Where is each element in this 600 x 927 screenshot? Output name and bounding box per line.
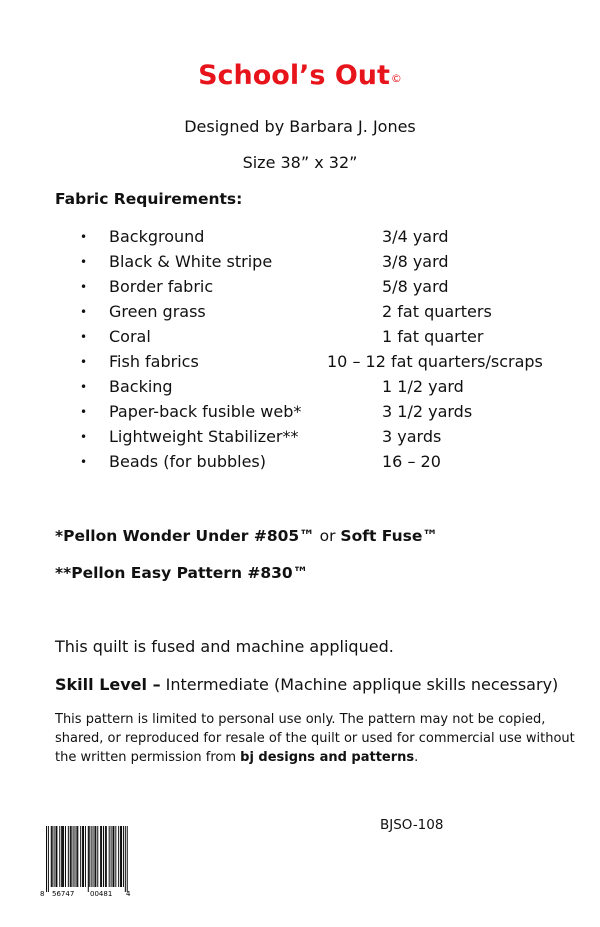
barcode-digits-right: 00481 — [90, 890, 113, 898]
barcode-bar — [85, 826, 86, 887]
barcode-bar — [95, 826, 96, 887]
copyright-symbol: © — [390, 72, 402, 85]
skill-level — [55, 675, 558, 694]
fabric-amount: 3 yards — [382, 427, 442, 446]
pellon-note-stabilizer: **Pellon Easy Pattern #830™ — [55, 564, 309, 582]
barcode-bar — [54, 826, 55, 887]
bullet-icon: • — [80, 355, 88, 369]
pellon-product-1: *Pellon Wonder Under #805™ — [55, 527, 315, 545]
barcode-bar — [118, 826, 119, 887]
barcode-bar — [127, 826, 128, 892]
designer-credit: Designed by Barbara J. Jones — [184, 117, 416, 136]
pellon-note-fusible — [55, 527, 438, 545]
barcode-bar — [94, 826, 95, 887]
fabric-amount: 1 fat quarter — [382, 327, 484, 346]
fabric-item: Coral — [109, 327, 151, 346]
barcode-bar — [51, 826, 52, 887]
pattern-title: School’s Out© — [198, 60, 402, 91]
fabric-row — [80, 276, 560, 301]
barcode-bar — [121, 826, 122, 887]
bullet-icon: • — [80, 305, 88, 319]
bullet-icon: • — [80, 280, 88, 294]
barcode-bar — [113, 826, 114, 887]
barcode-bar — [56, 826, 57, 887]
barcode-bar — [89, 826, 90, 887]
fabric-amount: 10 – 12 fat quarters/scraps — [327, 352, 543, 371]
barcode-bar — [76, 826, 77, 887]
bullet-icon: • — [80, 430, 88, 444]
barcode-bar — [61, 826, 62, 887]
fabric-row — [80, 426, 560, 451]
skill-level-value: Intermediate (Machine applique skills necessary) — [165, 675, 559, 694]
barcode-digit-last: 4 — [126, 890, 131, 898]
barcode-bar — [125, 826, 126, 892]
fabric-amount: 3/8 yard — [382, 252, 449, 271]
fabric-row — [80, 326, 560, 351]
barcode-icon — [40, 826, 132, 898]
fabric-amount: 1 1/2 yard — [382, 377, 464, 396]
construction-note: This quilt is fused and machine appliqued. — [55, 637, 394, 656]
barcode-bar — [77, 826, 78, 887]
barcode-bar — [52, 826, 53, 887]
barcode-bar — [93, 826, 94, 887]
bullet-icon: • — [80, 380, 88, 394]
barcode-bar — [71, 826, 72, 887]
barcode-bar — [106, 826, 107, 887]
fabric-item: Background — [109, 227, 205, 246]
bullet-icon: • — [80, 330, 88, 344]
barcode-digits-left: 56747 — [52, 890, 75, 898]
barcode-bar — [65, 826, 66, 887]
fabric-item: Beads (for bubbles) — [109, 452, 267, 471]
barcode-bar — [82, 826, 83, 887]
barcode-bar — [115, 826, 116, 887]
barcode-bar — [120, 826, 121, 887]
barcode-bar — [75, 826, 76, 887]
usage-disclaimer — [55, 710, 575, 767]
barcode-bar — [88, 826, 89, 892]
barcode-bar — [83, 826, 84, 887]
barcode-digit-first: 8 — [40, 890, 45, 898]
barcode-bar — [70, 826, 71, 887]
barcode-bar — [62, 826, 63, 887]
barcode-bar — [113, 826, 114, 887]
bullet-icon: • — [80, 455, 88, 469]
pellon-product-2: Soft Fuse™ — [340, 527, 438, 545]
barcode-bar — [56, 826, 57, 887]
disclaimer-text: This pattern is limited to personal use only. The pattern may not be copied, shared, or reproduced for resale of the quilt or used for commercial use without the written permission from — [55, 712, 575, 765]
barcode-bar — [68, 826, 69, 887]
barcode-bar — [91, 826, 92, 887]
disclaimer-end: . — [414, 750, 419, 765]
fabric-row — [80, 351, 560, 376]
fabric-item: Green grass — [109, 302, 206, 321]
skill-level-label: Skill Level – — [55, 675, 161, 694]
company-name: bj designs and patterns — [240, 750, 415, 765]
fabric-amount: 3/4 yard — [382, 227, 449, 246]
fabric-amount: 16 – 20 — [382, 452, 441, 471]
fabric-amount: 5/8 yard — [382, 277, 449, 296]
bullet-icon: • — [80, 405, 88, 419]
fabric-row — [80, 376, 560, 401]
pellon-connector: or — [319, 527, 336, 545]
fabric-row — [80, 401, 560, 426]
fabric-item: Paper-back fusible web* — [109, 402, 302, 421]
bullet-icon: • — [80, 230, 88, 244]
bullet-icon: • — [80, 255, 88, 269]
barcode-bar — [63, 826, 64, 887]
barcode-bar — [111, 826, 112, 887]
fabric-item: Border fabric — [109, 277, 214, 296]
barcode-bar — [59, 826, 60, 887]
fabric-row — [80, 301, 560, 326]
barcode-bar — [103, 826, 104, 887]
barcode-bar — [97, 826, 98, 887]
quilt-size: Size 38” x 32” — [242, 153, 358, 172]
barcode-bar — [105, 826, 106, 887]
fabric-item: Fish fabrics — [109, 352, 199, 371]
barcode-bar — [101, 826, 102, 887]
fabric-row — [80, 251, 560, 276]
fabric-row — [80, 451, 560, 476]
barcode-bar — [123, 826, 124, 887]
barcode-bar — [100, 826, 101, 887]
fabric-row — [80, 226, 560, 251]
barcode-bar — [109, 826, 110, 887]
fabric-amount: 2 fat quarters — [382, 302, 492, 321]
barcode-bar — [73, 826, 74, 887]
fabric-item: Backing — [109, 377, 173, 396]
fabric-item: Black & White stripe — [109, 252, 273, 271]
barcode-bar — [46, 826, 47, 892]
barcode-bar — [80, 826, 81, 887]
fabric-amount: 3 1/2 yards — [382, 402, 473, 421]
product-code: BJSO-108 — [380, 817, 444, 833]
fabric-list — [80, 226, 560, 476]
fabric-item: Lightweight Stabilizer** — [109, 427, 299, 446]
barcode-bar — [48, 826, 49, 892]
fabric-requirements-heading: Fabric Requirements: — [55, 190, 243, 208]
